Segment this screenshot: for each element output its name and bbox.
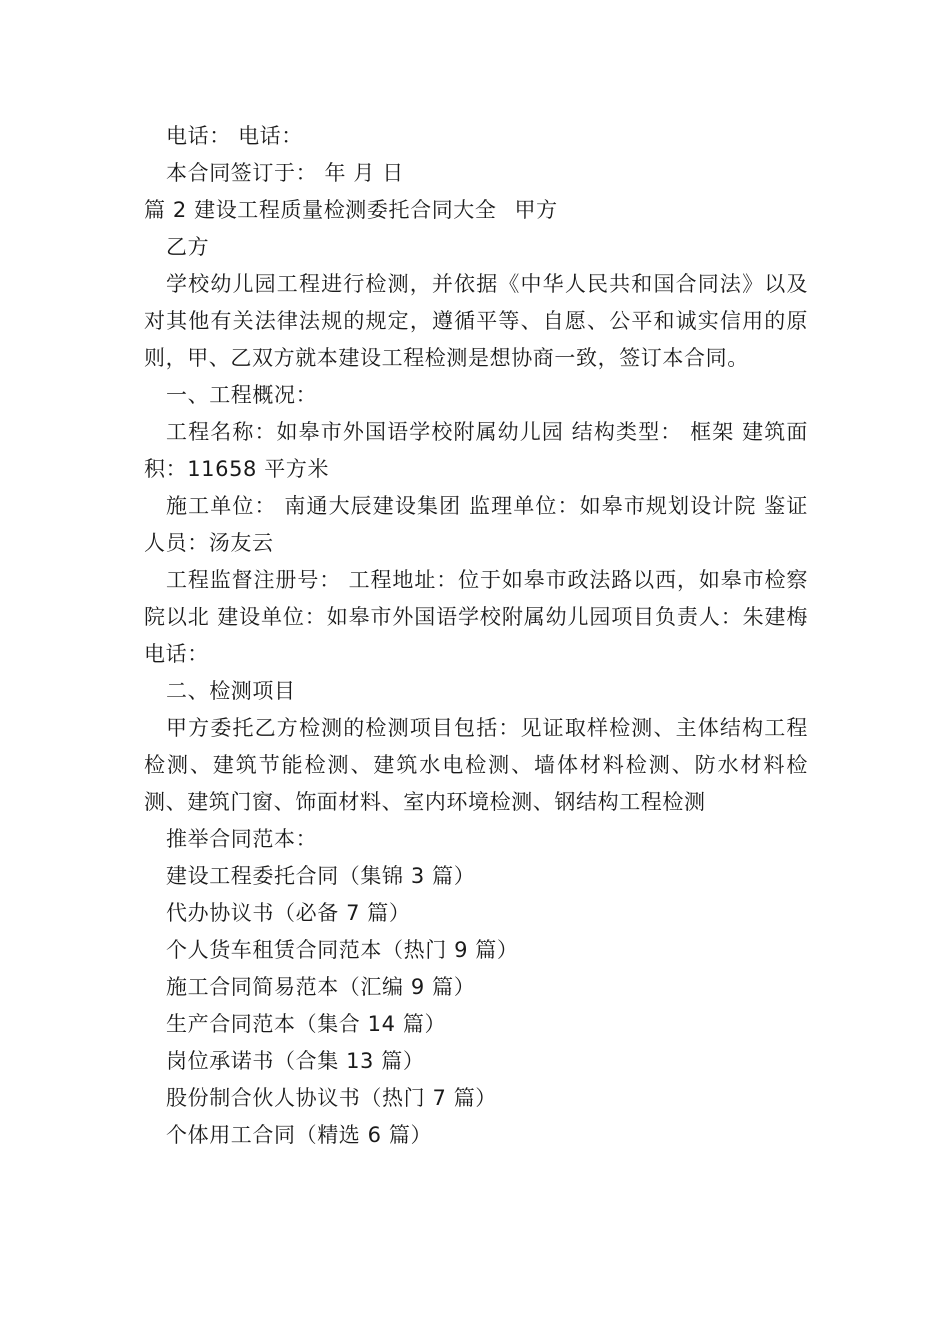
heading-project-overview: 一、工程概况： (166, 383, 318, 407)
list-item: 施工合同简易范本（汇编 9 篇） (166, 975, 476, 999)
paragraph-intro: 学校幼儿园工程进行检测，并依据《中华人民共和国合同法》以及对其他有关法律法规的规定，遵循平等、自愿、公平和诚实信用的原则，甲、乙双方就本建设工程检测是想协商一致，签订本合同。 (144, 272, 808, 370)
list-item: 建设工程委托合同（集锦 3 篇） (166, 864, 476, 888)
paragraph-construction-unit: 施工单位： 南通大辰建设集团 监理单位：如皋市规划设计院 鉴证人员：汤友云 (144, 494, 808, 555)
list-item: 个人货车租赁合同范本（热门 9 篇） (166, 938, 519, 962)
paragraph-supervision: 工程监督注册号： 工程地址：位于如皋市政法路以西，如皋市检察院以北 建设单位：如皋市外国语学校附属幼儿园项目负责人：朱建梅 电话： (144, 568, 808, 666)
paragraph-section-title (144, 192, 808, 229)
paragraph-inspection-items: 甲方委托乙方检测的检测项目包括：见证取样检测、主体结构工程检测、建筑节能检测、建筑水电检测、墙体材料检测、防水材料检测、建筑门窗、饰面材料、室内环境检测、钢结构工程检测 (144, 716, 808, 814)
paragraph-party-b: 乙方 (166, 235, 210, 259)
list-item: 个体用工合同（精选 6 篇） (166, 1123, 433, 1147)
party-a-label: 甲方 (514, 198, 558, 222)
list-item: 股份制合伙人协议书（热门 7 篇） (166, 1086, 497, 1110)
heading-inspection-items: 二、检测项目 (166, 679, 296, 703)
document-body (144, 118, 808, 1154)
paragraph-project-name: 工程名称：如皋市外国语学校附属幼儿园 结构类型： 框架 建筑面积：11658 平方米 (144, 420, 808, 481)
heading-recommended-templates: 推举合同范本： (166, 827, 318, 851)
list-item: 生产合同范本（集合 14 篇） (166, 1012, 447, 1036)
section-title: 篇 2 建设工程质量检测委托合同大全 (144, 198, 497, 222)
paragraph-phone: 电话： 电话： (166, 124, 303, 148)
paragraph-signing-date: 本合同签订于： 年 月 日 (166, 161, 404, 185)
list-item: 代办协议书（必备 7 篇） (166, 901, 411, 925)
list-item: 岗位承诺书（合集 13 篇） (166, 1049, 425, 1073)
